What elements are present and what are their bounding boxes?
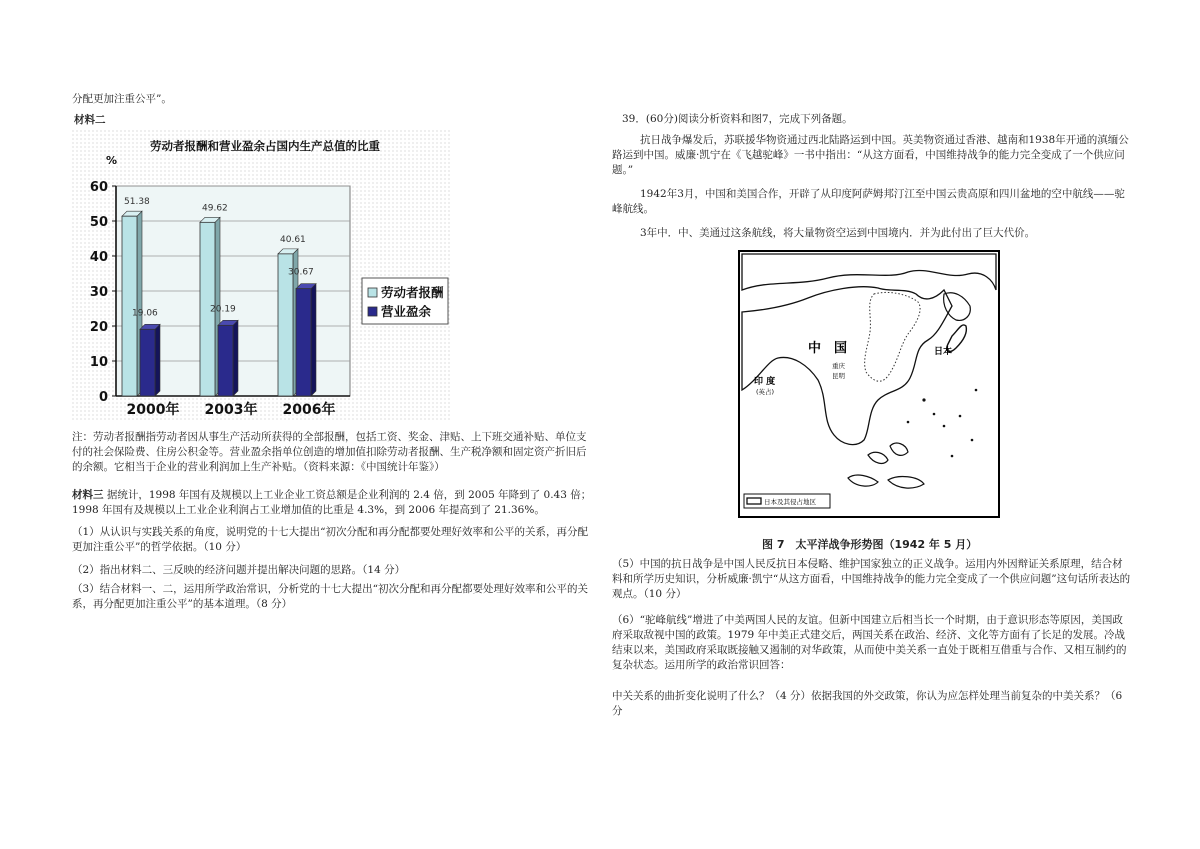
plot-area <box>90 180 350 418</box>
bar-side <box>233 320 238 396</box>
y-tick-label: 20 <box>89 320 108 335</box>
legend-label: 劳动者报酬 <box>381 285 444 300</box>
y-unit-label: % <box>106 154 118 167</box>
y-tick-label: 30 <box>89 285 108 300</box>
question-6: （6）“驼峰航线”增进了中美两国人民的友谊。但新中国建立后相当长一个时期，由于意识形态等原因，美国政府采取敌视中国的政策。1979 年中美正式建交后，两国关系在政治、经济、文化等方面有了长足的发展。冷战结束以来，美国政府采取既接触又遏制的对华政策，从而使中美关系一直处于既相互借重与合作、又相互制约的复杂状态。运用所学的政治常识回答： <box>612 614 1127 671</box>
paragraph-3: 3年中．中、美通过这条航线，将大量物资空运到中国境内．并为此付出了巨大代价。 <box>640 227 1036 239</box>
bar-side <box>155 324 160 396</box>
map-label-chongqing: 重庆 <box>832 362 845 370</box>
y-tick-label: 60 <box>89 180 108 195</box>
continued-text: 分配更加注重公平”。 <box>72 93 172 105</box>
data-label: 49.62 <box>202 203 228 214</box>
pacific-war-map <box>738 250 1000 518</box>
question-6-part-b: 中关关系的曲折变化说明了什么？（4 分）依据我国的外交政策，你认为应怎样处理当前复杂的中美关系？（6 分 <box>612 690 1123 717</box>
bar-chart <box>72 130 452 422</box>
bar-side <box>311 284 316 396</box>
legend-label: 营业盈余 <box>381 304 432 319</box>
paragraph-1: 抗日战争爆发后，苏联援华物资通过西北陆路运到中国。英美物资通过香港、越南和1938年开通的滇缅公路运到中国。威廉·凯宁在《飞越驼峰》一书中指出：“从这方面看，中国维持战争的能力完全变成了一个供应问题。” <box>612 134 1129 176</box>
data-label: 30.67 <box>288 267 314 278</box>
map-label-india-sub: (英占) <box>756 388 775 396</box>
data-label: 51.38 <box>124 197 150 208</box>
question-1: （1）从认识与实践关系的角度，说明党的十七大提出“初次分配和再分配都要处理好效率和公平的关系，再分配更加注重公平”的哲学依据。（10 分） <box>72 526 589 553</box>
material2-label: 材料二 <box>74 114 106 126</box>
material3-paragraph <box>72 488 592 518</box>
data-label: 40.61 <box>280 234 306 245</box>
map-label-india: 印 度 <box>754 377 776 387</box>
bar-surplus-0 <box>140 329 155 396</box>
note-text: 注：劳动者报酬指劳动者因从事生产活动所获得的全部报酬，包括工资、奖金、津贴、上下班交通补贴、单位支付的社会保险费、住房公积金等。营业盈余指单位创造的增加值扣除劳动者报酬、生产税净额和固定资产折旧后的余额。它相当于企业的营业利润加上生产补贴。（资料来源：《中国统计年鉴》） <box>72 431 587 473</box>
question-3: （3）结合材料一、二，运用所学政治常识，分析党的十七大提出“初次分配和再分配都要处理好效率和公平的关系，再分配更加注重公平”的基本道理。（8 分） <box>72 583 589 610</box>
x-tick-label: 2000年 <box>126 402 180 418</box>
legend-swatch <box>368 288 377 297</box>
map-legend-label: 日本及其侵占地区 <box>764 498 816 506</box>
question-39-header: 39．(60分)阅读分析资料和图7，完成下列备题。 <box>622 113 853 125</box>
y-tick-label: 10 <box>89 355 108 370</box>
y-tick-label: 50 <box>89 215 108 230</box>
y-tick-label: 0 <box>98 390 108 405</box>
map-label-china: 中 国 <box>808 341 848 356</box>
map-label-japan: 日本 <box>934 347 953 357</box>
question-2: （2）指出材料二、三反映的经济问题并提出解决问题的思路。（14 分） <box>72 564 406 576</box>
material3-label: 材料三 <box>72 489 104 501</box>
chart-title: 劳动者报酬和营业盈余占国内生产总值的比重 <box>150 139 380 153</box>
bar-surplus-1 <box>218 325 233 396</box>
bar-surplus-2 <box>296 289 311 396</box>
data-label: 19.06 <box>132 308 158 319</box>
legend-swatch <box>368 307 377 316</box>
chart-legend <box>362 278 448 324</box>
x-tick-label: 2003年 <box>204 402 258 418</box>
y-tick-label: 40 <box>89 250 108 265</box>
paragraph-2: 1942年3月，中国和美国合作，开辟了从印度阿萨姆邦汀江至中国云贵高原和四川盆地的空中航线——驼峰航线。 <box>612 188 1125 215</box>
map-caption: 图 7 太平洋战争形势图（1942 年 5 月） <box>762 538 978 551</box>
map-label-kunming: 昆明 <box>832 372 845 380</box>
material3-text: 据统计，1998 年国有及规模以上工业企业工资总额是企业利润的 2.4 倍，到 2005 年降到了 0.43 倍；1998 年国有及规模以上工业企业利润占工业增加值的比重是 4.3%，到 2006 年提高到了 21.36%。 <box>72 489 592 516</box>
data-label: 20.19 <box>210 304 236 315</box>
question-5: （5）中国的抗日战争是中国人民反抗日本侵略、维护国家独立的正义战争。运用内外因辩证关系原理，结合材料和所学历史知识，分析威廉·凯宁“从这方面看，中国维持战争的能力完全变成了一个供应问题”这句话所表达的观点。（10 分） <box>612 558 1131 600</box>
bar-compensation-0 <box>122 216 137 396</box>
x-tick-label: 2006年 <box>282 402 336 418</box>
